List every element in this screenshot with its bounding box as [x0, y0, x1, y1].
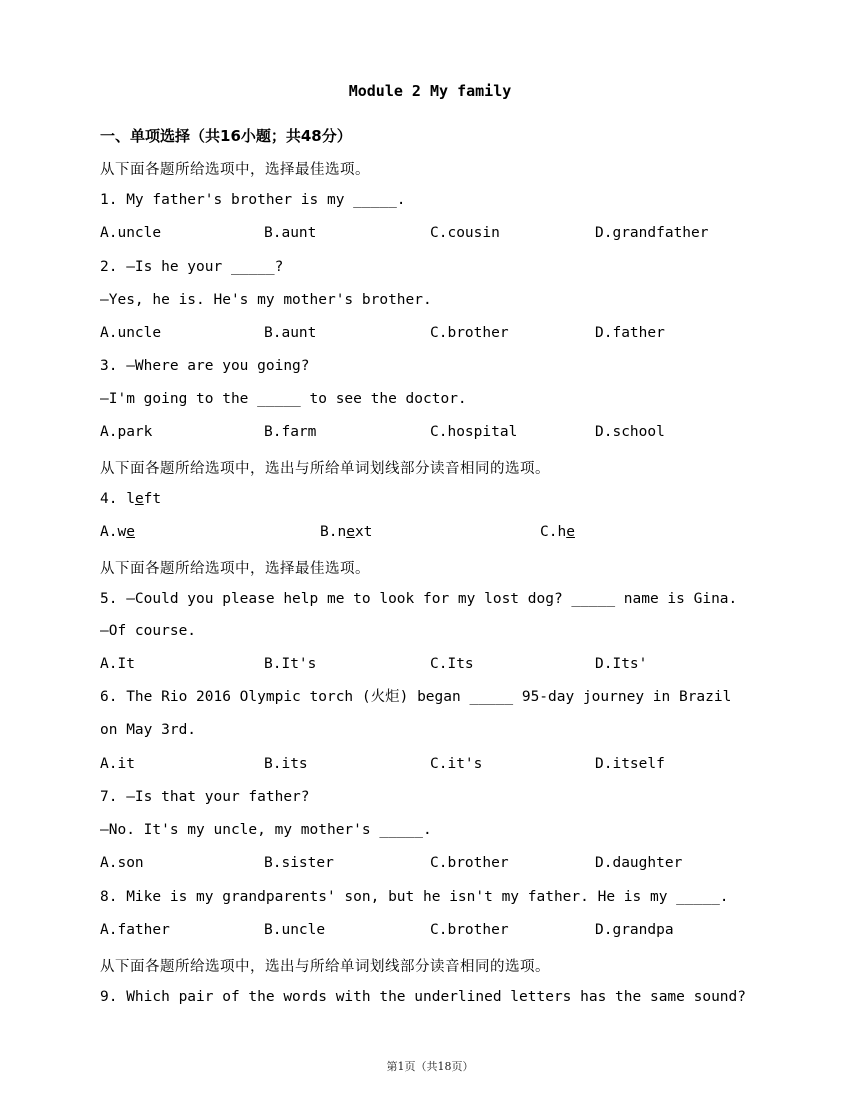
option-underlined: e — [126, 524, 135, 540]
page-footer: 第1页（共18页） — [386, 1060, 474, 1073]
question-7-dialog: —No. It's my uncle, my mother's _____. — [100, 822, 432, 838]
option-prefix: C.h — [540, 524, 567, 540]
question-4-word-post: ft — [143, 491, 162, 507]
option-prefix: A.w — [100, 524, 127, 540]
question-5-option-a: A.It — [100, 656, 135, 672]
instruction-best-1: 从下面各题所给选项中，选择最佳选项。 — [100, 162, 370, 178]
section-heading: 一、单项选择（共16小题；共48分） — [100, 127, 352, 145]
question-2-option-b: B.aunt — [264, 325, 317, 341]
question-7-option-b: B.sister — [264, 855, 334, 871]
question-3-stem: 3. —Where are you going? — [100, 358, 310, 374]
question-1-option-a: A.uncle — [100, 225, 162, 241]
option-underlined: e — [566, 524, 575, 540]
question-8-stem: 8. Mike is my grandparents' son, but he isn't my father. He is my _____. — [100, 889, 729, 905]
instruction-sound-2: 从下面各题所给选项中，选出与所给单词划线部分读音相同的选项。 — [100, 959, 550, 975]
question-6-option-d: D.itself — [595, 756, 665, 772]
question-4-option-b — [320, 524, 372, 540]
question-1-option-d: D.grandfather — [595, 225, 709, 241]
question-2-option-d: D.father — [595, 325, 665, 341]
question-3-option-d: D.school — [595, 424, 665, 440]
question-3-option-c: C.hospital — [430, 424, 518, 440]
question-7-stem: 7. —Is that your father? — [100, 789, 310, 805]
question-5-option-d: D.Its' — [595, 656, 648, 672]
instruction-sound-1: 从下面各题所给选项中，选出与所给单词划线部分读音相同的选项。 — [100, 461, 550, 477]
question-5-stem: 5. —Could you please help me to look for my lost dog? _____ name is Gina. — [100, 591, 738, 607]
question-8-option-d: D.grandpa — [595, 922, 674, 938]
question-6-option-b: B.its — [264, 756, 308, 772]
page-title: Module 2 My family — [348, 82, 512, 100]
question-1-option-b: B.aunt — [264, 225, 317, 241]
question-5-option-c: C.Its — [430, 656, 474, 672]
question-7-option-c: C.brother — [430, 855, 509, 871]
question-3-option-a: A.park — [100, 424, 153, 440]
question-4-option-a — [100, 524, 135, 540]
question-4-stem — [100, 491, 161, 507]
question-6-option-a: A.it — [100, 756, 135, 772]
option-prefix: B.n — [320, 524, 347, 540]
question-4-word-underlined: e — [134, 491, 144, 507]
question-6-option-c: C.it's — [430, 756, 483, 772]
question-5-option-b: B.It's — [264, 656, 317, 672]
question-8-option-a: A.father — [100, 922, 170, 938]
question-7-option-d: D.daughter — [595, 855, 683, 871]
instruction-best-2: 从下面各题所给选项中，选择最佳选项。 — [100, 561, 370, 577]
option-suffix: xt — [354, 524, 373, 540]
question-3-option-b: B.farm — [264, 424, 317, 440]
question-2-dialog: —Yes, he is. He's my mother's brother. — [100, 292, 432, 308]
question-4-number: 4. — [100, 491, 127, 507]
question-1-stem: 1. My father's brother is my _____. — [100, 192, 406, 208]
question-1-option-c: C.cousin — [430, 225, 500, 241]
question-2-option-a: A.uncle — [100, 325, 162, 341]
question-2-option-c: C.brother — [430, 325, 509, 341]
question-4-option-c — [540, 524, 575, 540]
question-4-word-pre: l — [126, 491, 135, 507]
question-2-stem: 2. —Is he your _____? — [100, 259, 284, 275]
question-7-option-a: A.son — [100, 855, 144, 871]
question-6-stem: 6. The Rio 2016 Olympic torch (火炬) began _____ 95-day journey in Brazil on May 3rd. — [100, 689, 732, 738]
question-3-dialog: —I'm going to the _____ to see the doctor. — [100, 391, 467, 407]
question-8-option-b: B.uncle — [264, 922, 326, 938]
question-8-option-c: C.brother — [430, 922, 509, 938]
question-9-stem: 9. Which pair of the words with the underlined letters has the same sound? — [100, 989, 747, 1005]
question-5-dialog: —Of course. — [100, 623, 197, 639]
option-underlined: e — [346, 524, 355, 540]
